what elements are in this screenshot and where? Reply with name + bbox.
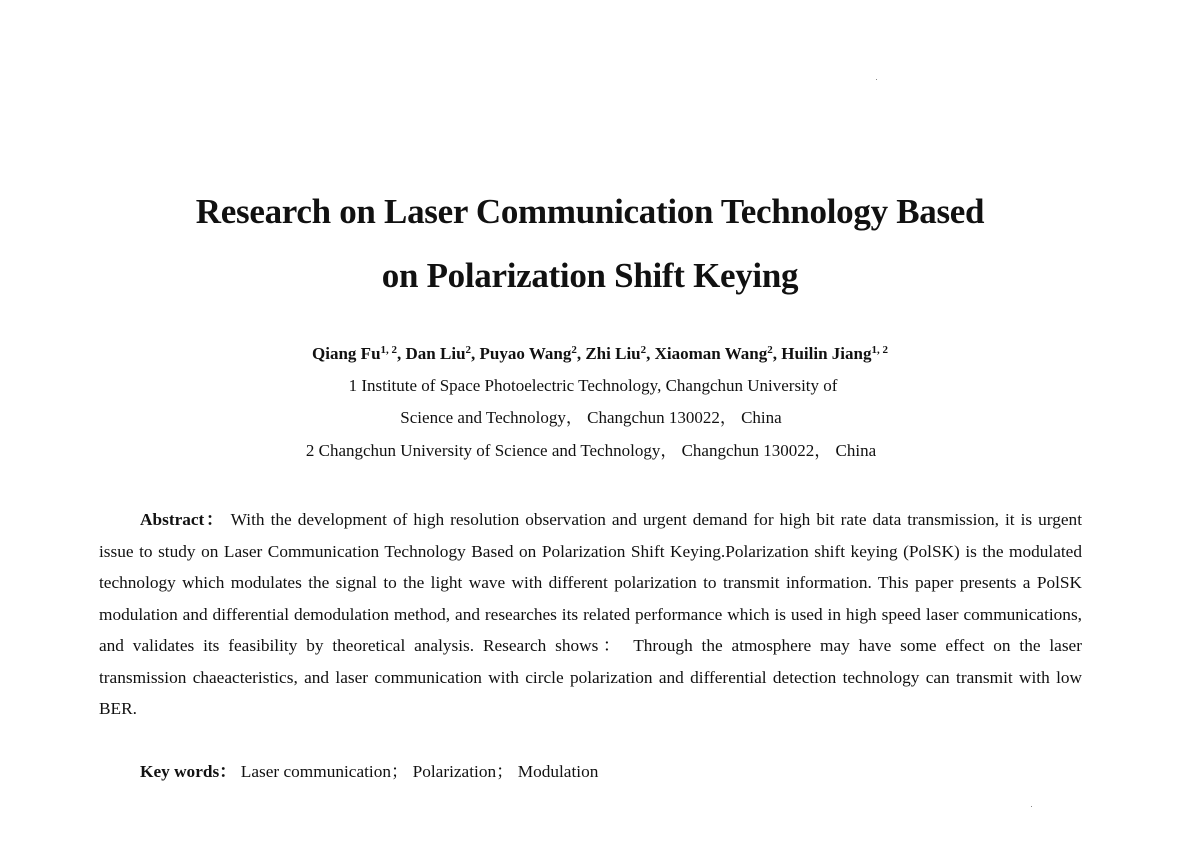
author-separator: , <box>471 344 480 363</box>
author-affiliation-mark: 2 <box>571 344 577 356</box>
author-separator: , <box>397 344 406 363</box>
author-name: Huilin Jiang <box>781 344 872 363</box>
author-affiliation-mark: 1, 2 <box>871 344 888 356</box>
author <box>312 344 406 363</box>
scan-speck <box>876 79 877 80</box>
author <box>406 344 480 363</box>
author-affiliation-mark: 2 <box>465 344 472 356</box>
author-affiliation-mark: 2 <box>767 344 773 356</box>
paper-title-line-1: Research on Laser Communication Technology Based <box>195 192 985 231</box>
author-name: Xiaoman Wang <box>654 344 768 363</box>
author-name: Dan Liu <box>405 344 466 363</box>
author-separator: , <box>646 344 655 363</box>
keywords-line <box>140 760 1040 784</box>
scan-speck <box>1031 806 1032 807</box>
author-affiliation-mark: 1, 2 <box>380 344 398 356</box>
abstract-text: With the development of high resolution observation and urgent demand for high bit rate data transmission, it is urgent issue to study on Laser Communication Technology Based on Polarization Shift Keying.Polarization shift keying (PolSK) is the modulated technology which modulates the signal to the light wave with different polarization to transmit information. This paper presents a PolSK modulation and differential demodulation method, and researches its related performance which is used in high speed laser communications, and validates its feasibility by theoretical analysis. Research shows： Through the atmosphere may have some effect on the laser transmission chaeacteristics, and laser communication with circle polarization and differential detection technology can transmit with low BER. <box>99 510 1082 718</box>
author <box>480 344 586 363</box>
affiliation-line-3: 2 Changchun University of Science and Technology， Changchun 130022， China <box>305 441 877 460</box>
author <box>781 344 888 363</box>
abstract-paragraph <box>99 504 1082 725</box>
affiliation-line-2: Science and Technology， Changchun 130022， China <box>400 408 782 427</box>
author <box>585 344 654 363</box>
abstract-label: Abstract： <box>140 510 225 529</box>
author-name: Zhi Liu <box>585 344 641 363</box>
author-separator: , <box>772 344 782 363</box>
author-affiliation-mark: 2 <box>640 344 647 356</box>
keywords-label: Key words： <box>140 762 237 781</box>
author-separator: , <box>576 344 586 363</box>
author <box>655 344 782 363</box>
author-name: Puyao Wang <box>479 344 572 363</box>
affiliation-line-1: 1 Institute of Space Photoelectric Technology, Changchun University of <box>348 376 838 395</box>
author-name: Qiang Fu <box>312 344 381 363</box>
keywords-text: Laser communication； Polarization； Modulation <box>236 762 599 781</box>
author-list <box>100 342 1100 366</box>
paper-title-line-2: on Polarization Shift Keying <box>381 256 799 295</box>
